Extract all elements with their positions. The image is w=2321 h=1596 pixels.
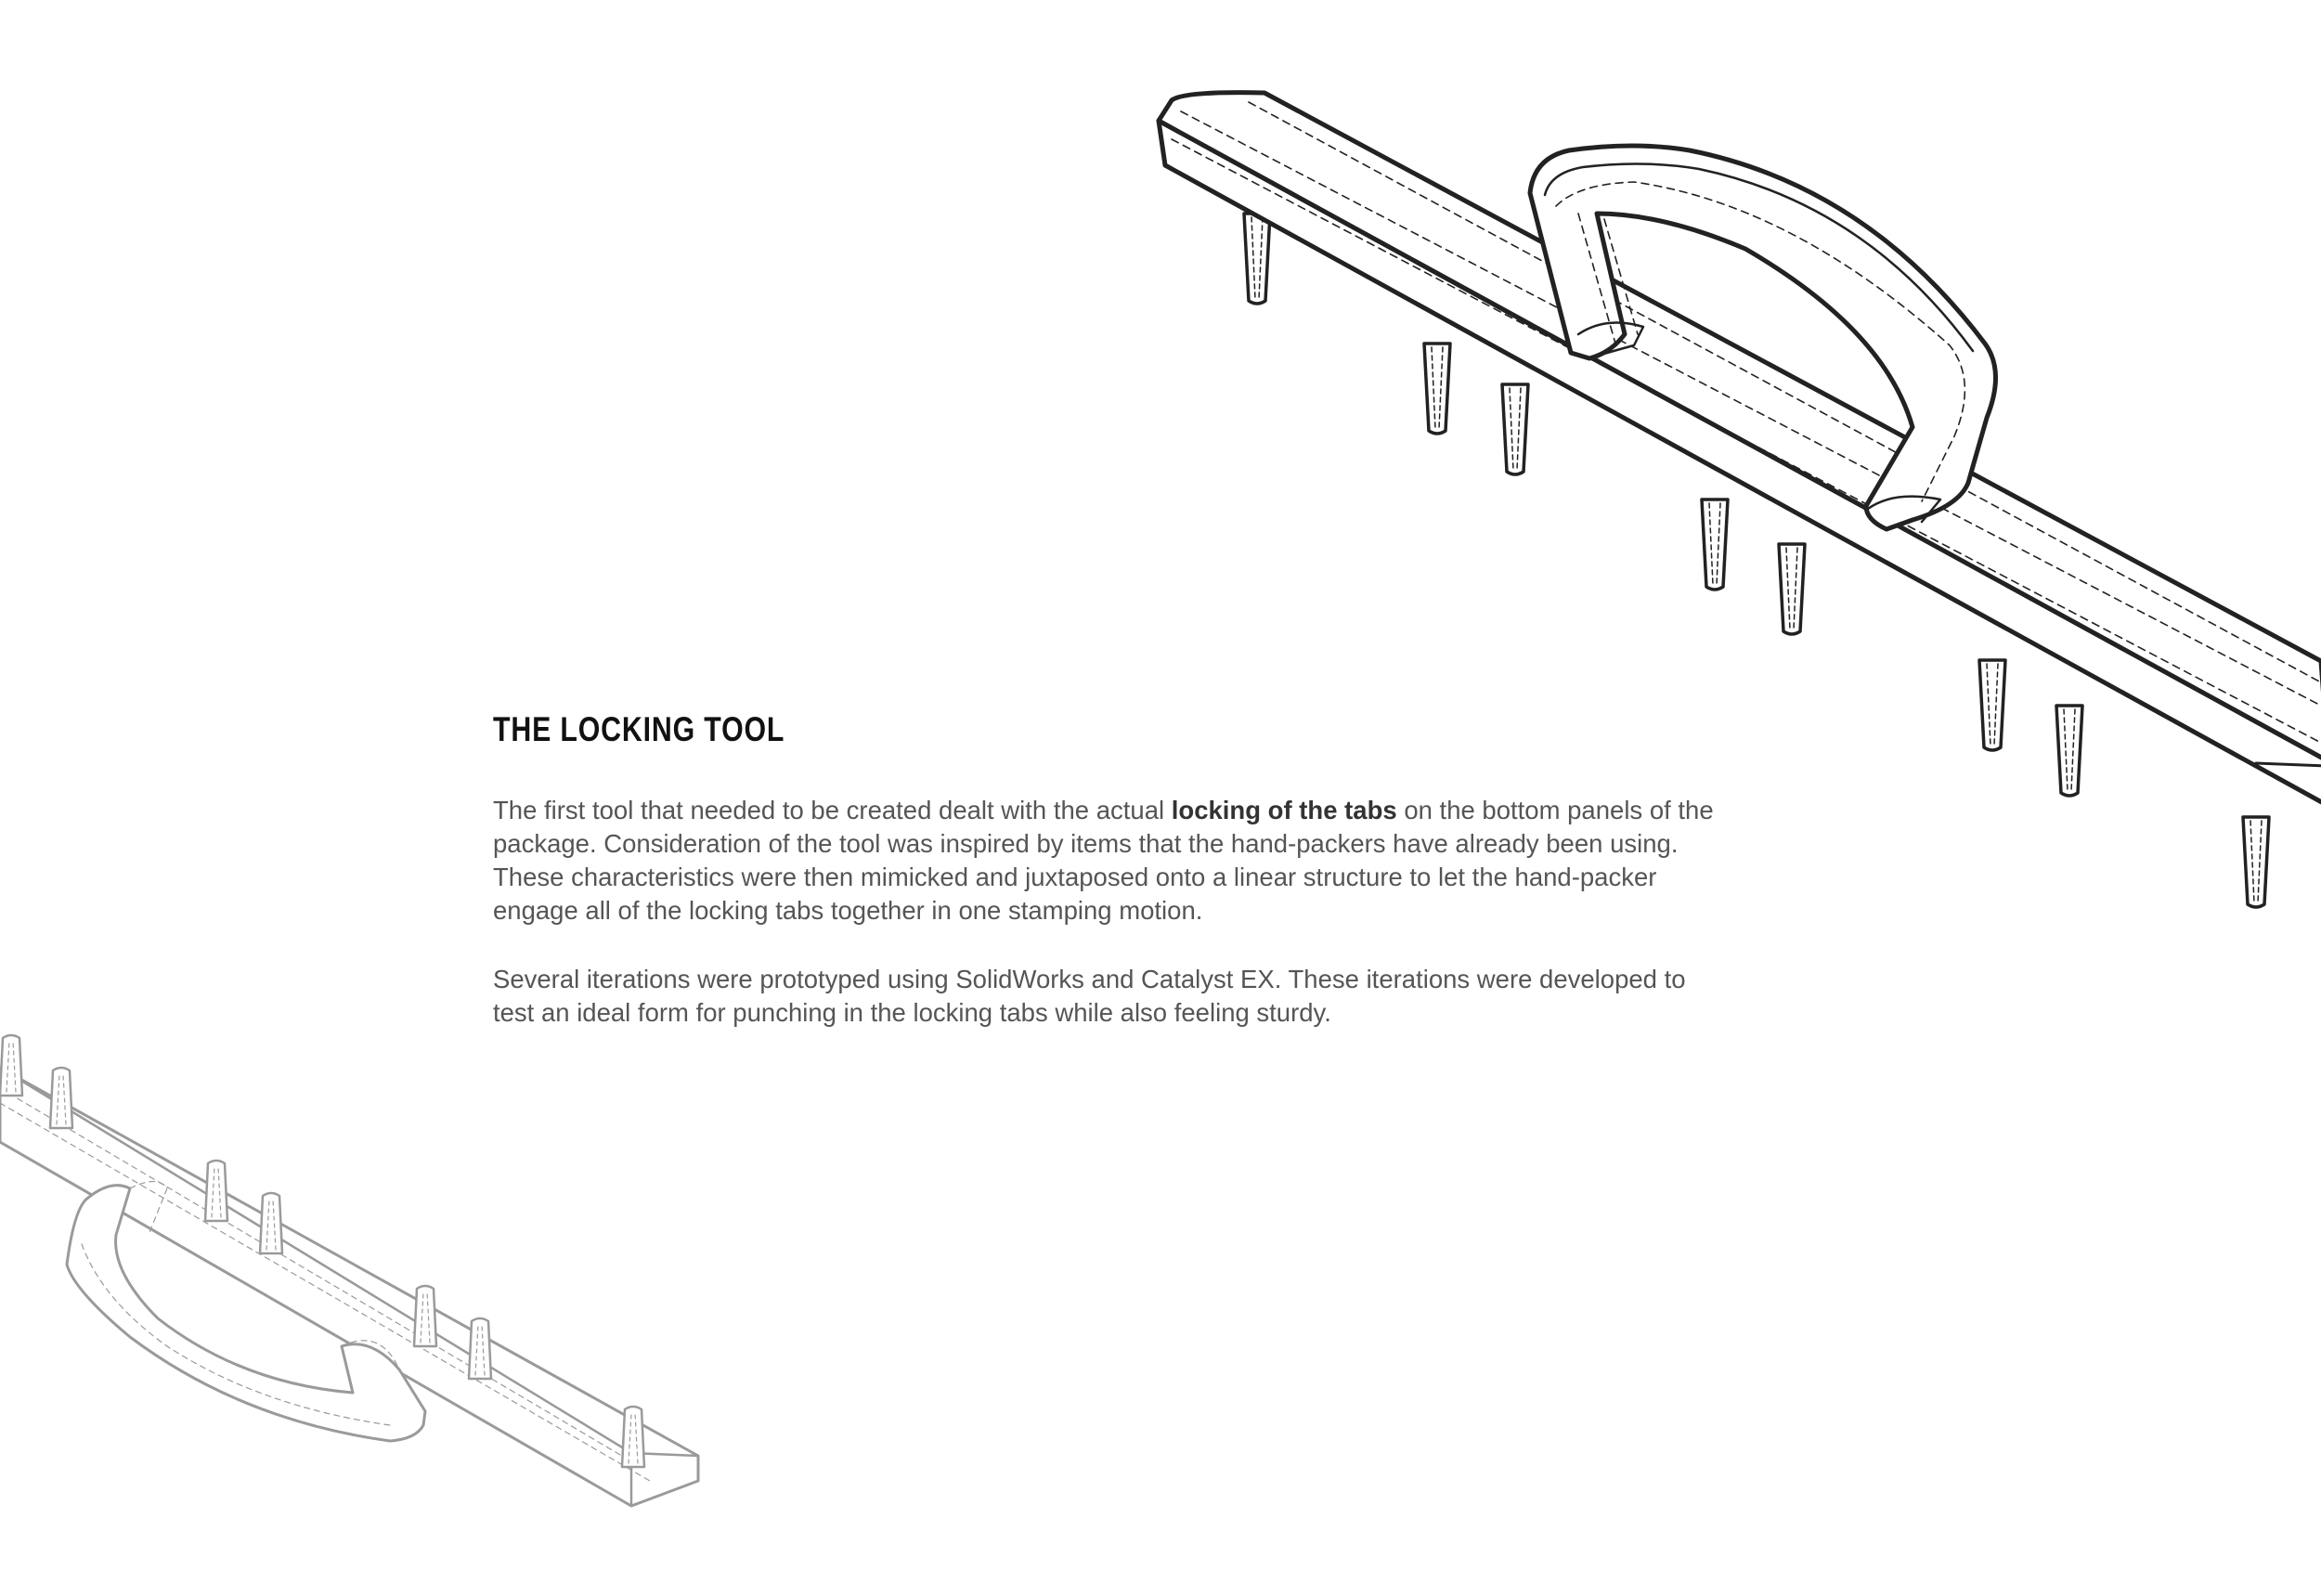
intro-text-before: The first tool that needed to be created dealt with the actual bbox=[493, 796, 1172, 824]
locking-tool-inverted-drawing bbox=[0, 1035, 698, 1506]
iterations-paragraph: Several iterations were prototyped using SolidWorks and Catalyst EX. These iterations were developed to test an ideal form for punching in the locking tabs while also feeling sturdy. bbox=[493, 965, 1686, 1027]
locking-tool-isometric-drawing bbox=[1159, 93, 2321, 907]
intro-paragraph bbox=[493, 794, 1718, 928]
intro-text-after: on the bottom panels of the package. Consideration of the tool was inspired by items that the hand-packers have already been using. These characteristics were then mimicked and juxtaposed onto a linear structure to let the hand-packer engage all of the locking tabs together in one stamping motion. bbox=[493, 796, 1714, 925]
intro-text-bold: locking of the tabs bbox=[1171, 796, 1397, 824]
section-title: THE LOCKING TOOL bbox=[493, 710, 785, 748]
